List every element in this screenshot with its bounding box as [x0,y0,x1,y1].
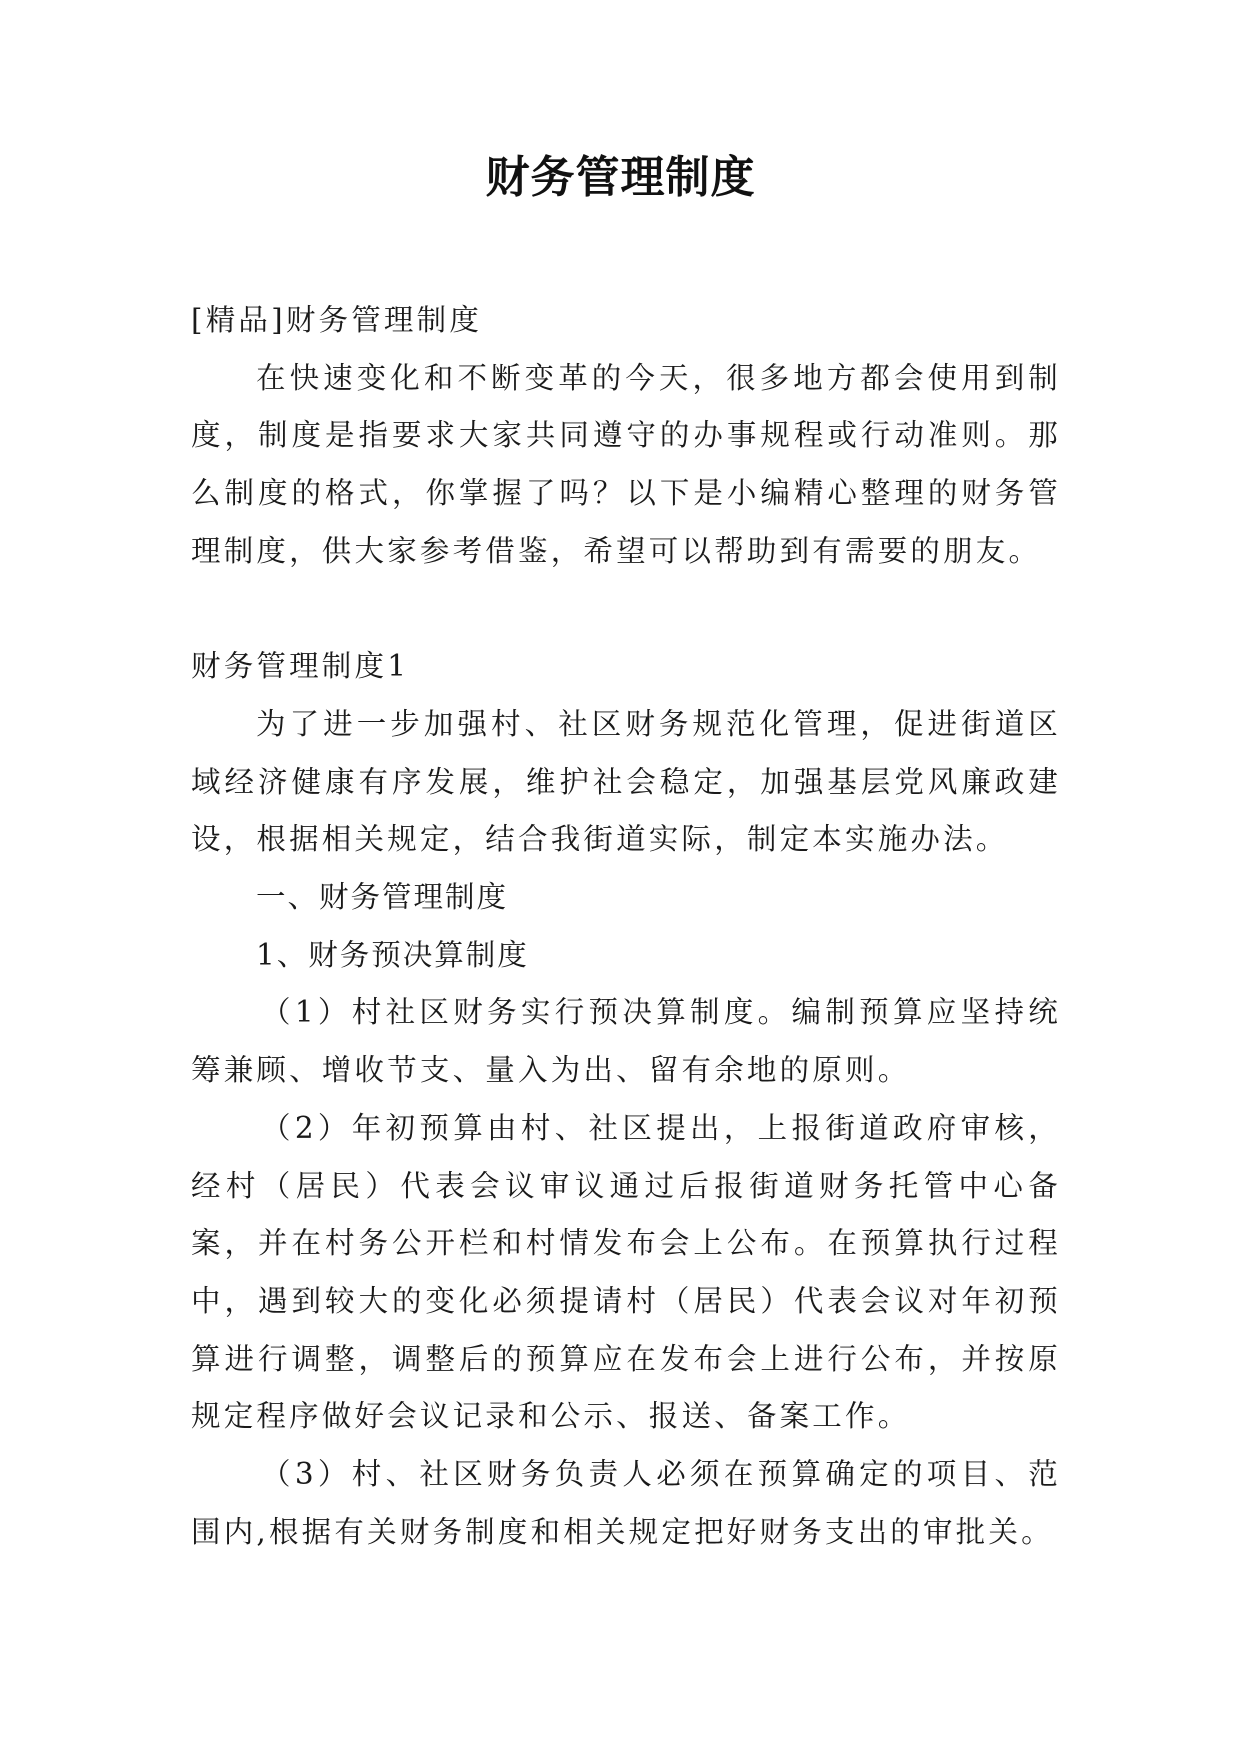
document-body [191,292,1061,1561]
document-subtitle: [精品]财务管理制度 [191,303,483,337]
clause-item-3: （3）村、社区财务负责人必须在预算确定的项目、范围内,根据有关财务制度和相关规定把好财务支出的审批关。 [191,1457,1061,1549]
paragraph-gap [191,581,1061,639]
heading-level-2: 1、财务预决算制度 [256,937,529,972]
section-intro-paragraph: 为了进一步加强村、社区财务规范化管理，促进街道区域经济健康有序发展，维护社会稳定，加强基层党风廉政建设，根据相关规定，结合我街道实际，制定本实施办法。 [191,706,1061,857]
clause-item-1: （1）村社区财务实行预决算制度。编制预算应坚持统筹兼顾、增收节支、量入为出、留有余地的原则。 [191,995,1061,1088]
clause-item-2: （2）年初预算由村、社区提出，上报街道政府审核，经村（居民）代表会议审议通过后报街道财务托管中心备案，并在村务公开栏和村情发布会上公布。在预算执行过程中，遇到较大的变化必须提请村（居民）代表会议对年初预算进行调整，调整后的预算应在发布会上进行公布，并按原规定程序做好会议记录和公示、报送、备案工作。 [191,1110,1061,1434]
section-title: 财务管理制度1 [191,649,410,684]
document-title: 财务管理制度 [485,152,756,203]
intro-paragraph: 在快速变化和不断变革的今天，很多地方都会使用到制度，制度是指要求大家共同遵守的办事规程或行动准则。那么制度的格式，你掌握了吗？以下是小编精心整理的财务管理制度，供大家参考借鉴，希望可以帮助到有需要的朋友。 [191,360,1061,568]
heading-level-1: 一、财务管理制度 [256,880,509,915]
